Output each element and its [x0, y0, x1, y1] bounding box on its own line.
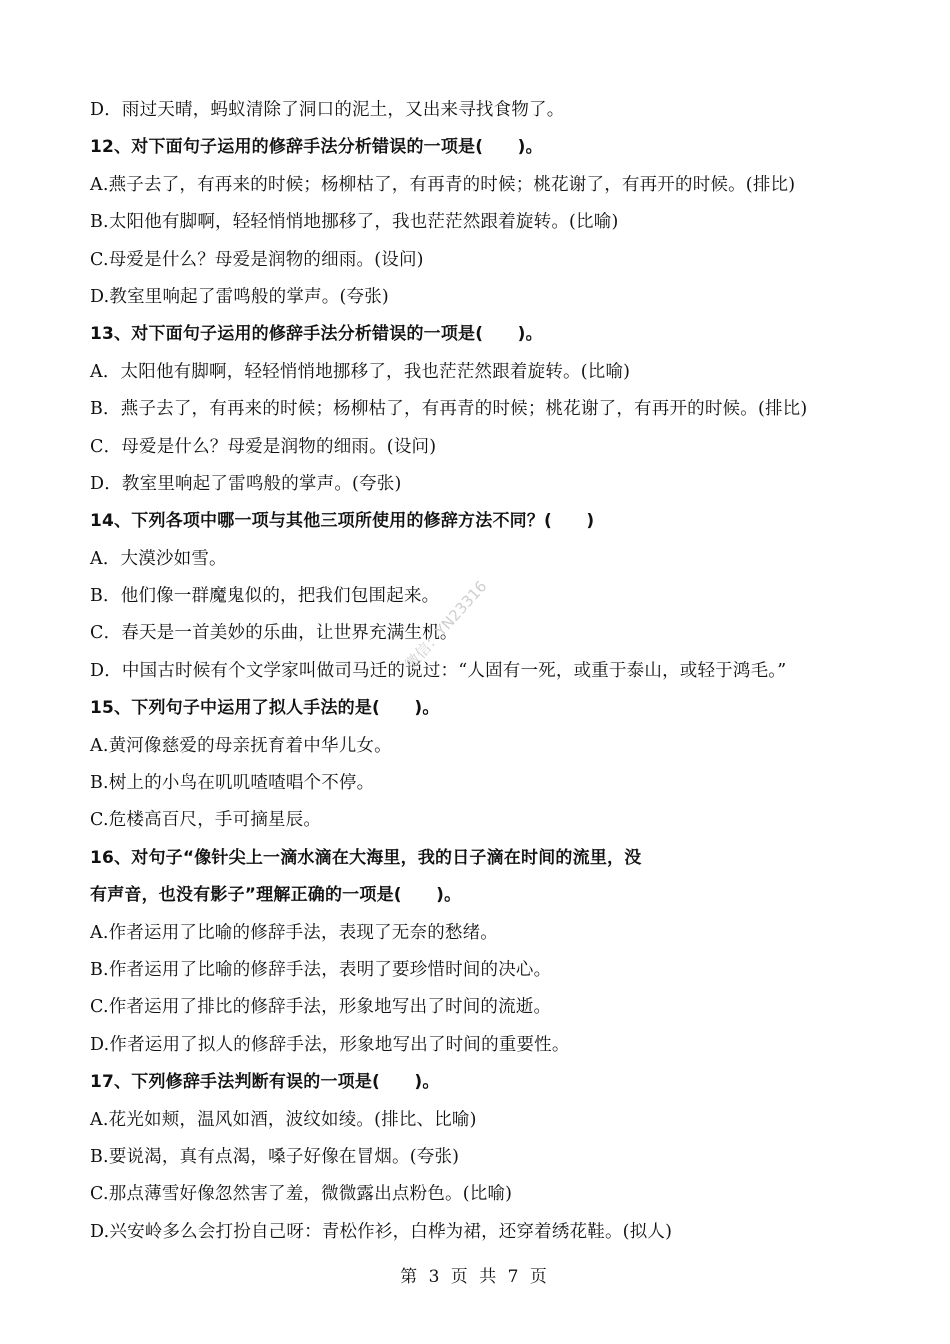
question-stem: 13、对下面句子运用的修辞手法分析错误的一项是( )。 — [90, 324, 543, 345]
answer-option: D.教室里响起了雷鸣般的掌声。(夸张) — [90, 286, 389, 307]
answer-option: D．教室里响起了雷鸣般的掌声。(夸张) — [90, 473, 402, 494]
question-stem: 17、下列修辞手法判断有误的一项是( )。 — [90, 1072, 440, 1093]
question-stem: 16、对句子“像针尖上一滴水滴在大海里，我的日子滴在时间的流里，没 — [90, 847, 642, 868]
answer-option: D．雨过天晴，蚂蚁清除了洞口的泥土，又出来寻找食物了。 — [90, 100, 565, 120]
watermark: 微信：YN23316 — [401, 577, 491, 674]
answer-option: C.作者运用了排比的修辞手法，形象地写出了时间的流逝。 — [90, 997, 552, 1018]
answer-option: B.作者运用了比喻的修辞手法，表明了要珍惜时间的决心。 — [90, 959, 552, 980]
answer-option: C．母爱是什么？母爱是润物的细雨。(设问) — [90, 436, 437, 457]
question-stem: 有声音，也没有影子”理解正确的一项是( )。 — [90, 885, 462, 906]
answer-option: B.太阳他有脚啊，轻轻悄悄地挪移了，我也茫茫然跟着旋转。(比喻) — [90, 212, 619, 233]
answer-option: A．太阳他有脚啊，轻轻悄悄地挪移了，我也茫茫然跟着旋转。(比喻) — [90, 361, 631, 382]
question-list — [90, 92, 880, 1251]
answer-option: D.作者运用了拟人的修辞手法，形象地写出了时间的重要性。 — [90, 1034, 570, 1055]
answer-option: D．中国古时候有个文学家叫做司马迁的说过：“人固有一死，或重于泰山，或轻于鸿毛。” — [90, 660, 787, 681]
answer-option: C．春天是一首美妙的乐曲，让世界充满生机。 — [90, 623, 458, 644]
question-stem: 12、对下面句子运用的修辞手法分析错误的一项是( )。 — [90, 137, 543, 158]
question-stem: 15、下列句子中运用了拟人手法的是( )。 — [90, 698, 440, 719]
answer-option: B.树上的小鸟在叽叽喳喳唱个不停。 — [90, 773, 375, 794]
answer-option: B.要说渴，真有点渴，嗓子好像在冒烟。(夸张) — [90, 1146, 460, 1167]
question-stem: 14、下列各项中哪一项与其他三项所使用的修辞方法不同？( ) — [90, 511, 595, 532]
answer-option: C.那点薄雪好像忽然害了羞，微微露出点粉色。(比喻) — [90, 1184, 513, 1205]
page-footer: 第 3 页 共 7 页 — [400, 1267, 550, 1287]
answer-option: D.兴安岭多么会打扮自己呀：青松作衫，白桦为裙，还穿着绣花鞋。(拟人) — [90, 1221, 673, 1242]
answer-option: A.花光如颊，温风如酒，波纹如绫。(排比、比喻) — [90, 1109, 477, 1130]
answer-option: A．大漠沙如雪。 — [90, 548, 227, 569]
answer-option: A.燕子去了，有再来的时候；杨柳枯了，有再青的时候；桃花谢了，有再开的时候。(排比) — [90, 174, 796, 195]
answer-option: C.母爱是什么？母爱是润物的细雨。(设问) — [90, 249, 424, 270]
answer-option: C.危楼高百尺，手可摘星辰。 — [90, 810, 322, 831]
answer-option: B．他们像一群魔鬼似的，把我们包围起来。 — [90, 586, 440, 607]
answer-option: A.黄河像慈爱的母亲抚育着中华儿女。 — [90, 735, 392, 756]
answer-option: A.作者运用了比喻的修辞手法，表现了无奈的愁绪。 — [90, 922, 498, 943]
answer-option: B．燕子去了，有再来的时候；杨柳枯了，有再青的时候；桃花谢了，有再开的时候。(排比) — [90, 399, 808, 420]
